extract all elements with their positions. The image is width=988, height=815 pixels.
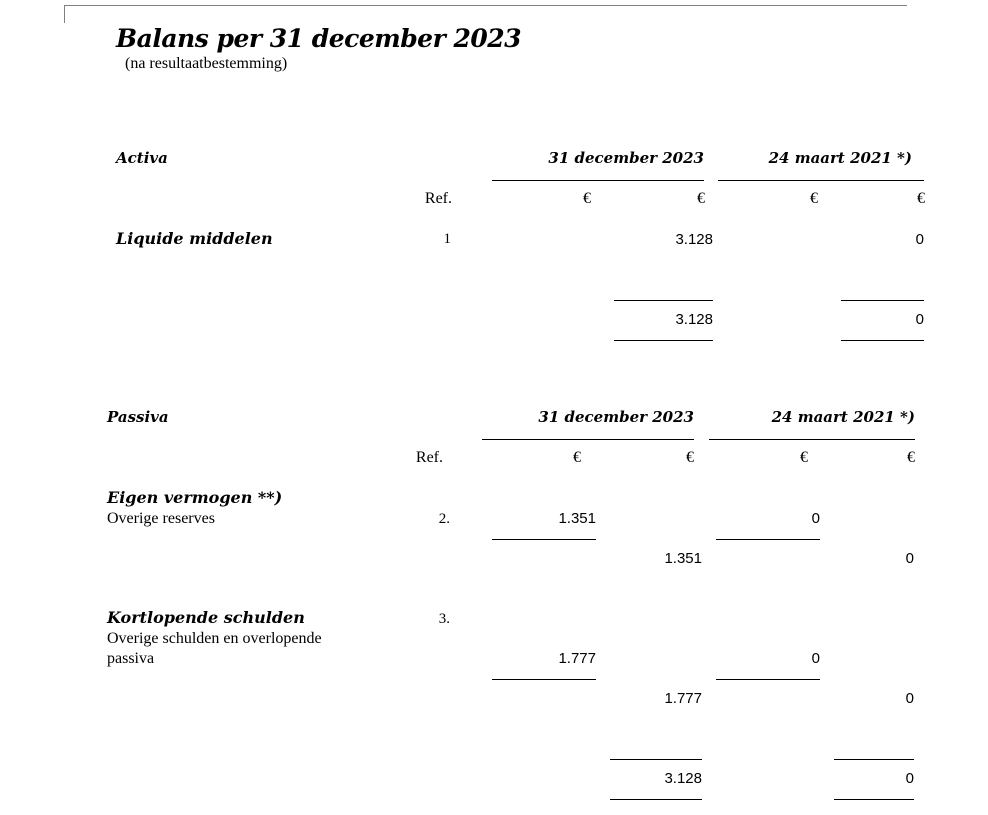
activa-ref-header: Ref.	[424, 190, 452, 207]
activa-total-rule-bottom-prior	[841, 340, 924, 341]
row-label-liquide-middelen: Liquide middelen	[116, 229, 273, 248]
detail-rule-prior	[716, 539, 820, 540]
activa-currency-col2: €	[697, 190, 705, 207]
activa-total-prior: 0	[915, 311, 924, 328]
activa-total-rule-bottom-current	[614, 340, 713, 341]
detail-rule-current	[492, 539, 596, 540]
passiva-total-rule-top-prior	[834, 759, 914, 760]
group-prior-total: 0	[905, 690, 914, 707]
item-prior-detail: 0	[811, 510, 820, 527]
passiva-period-prior: 24 maart 2021 *)	[771, 408, 915, 426]
detail-rule-current	[492, 679, 596, 680]
passiva-heading: Passiva	[107, 408, 169, 426]
row-current-total: 3.128	[675, 231, 713, 248]
passiva-currency-col1: €	[573, 449, 581, 466]
item-current-detail: 1.351	[558, 510, 596, 527]
activa-period-current: 31 december 2023	[548, 149, 704, 167]
activa-heading: Activa	[116, 149, 168, 167]
passiva-total-rule-bottom-prior	[834, 799, 914, 800]
passiva-period-prior-rule	[709, 439, 915, 440]
page-title: Balans per 31 december 2023	[116, 24, 522, 53]
activa-total-current: 3.128	[675, 311, 713, 328]
row-ref: 1	[443, 231, 451, 247]
activa-total-rule-top-prior	[841, 300, 924, 301]
page-border-top	[64, 5, 907, 6]
passiva-currency-col3: €	[800, 449, 808, 466]
item-label-line1: Overige schulden en overlopende	[107, 630, 322, 647]
item-prior-detail: 0	[811, 650, 820, 667]
passiva-total-rule-top-current	[610, 759, 702, 760]
group-ref: 3.	[438, 611, 450, 627]
page-subtitle: (na resultaatbestemming)	[125, 55, 288, 72]
activa-total-rule-top-current	[614, 300, 713, 301]
activa-period-prior: 24 maart 2021 *)	[768, 149, 912, 167]
passiva-total-prior: 0	[905, 770, 914, 787]
group-current-total: 1.351	[664, 550, 702, 567]
group-current-total: 1.777	[664, 690, 702, 707]
group-heading: Kortlopende schulden	[107, 608, 305, 627]
passiva-currency-col4: €	[907, 449, 915, 466]
passiva-total-rule-bottom-current	[610, 799, 702, 800]
page-border-left	[64, 5, 65, 23]
passiva-period-current: 31 december 2023	[538, 408, 694, 426]
passiva-currency-col2: €	[686, 449, 694, 466]
passiva-total-current: 3.128	[664, 770, 702, 787]
item-ref: 2.	[438, 511, 450, 527]
item-label-overige-reserves: Overige reserves	[107, 510, 215, 527]
item-label-line2: passiva	[107, 650, 155, 667]
group-prior-total: 0	[905, 550, 914, 567]
activa-currency-col1: €	[583, 190, 591, 207]
activa-currency-col3: €	[810, 190, 818, 207]
passiva-ref-header: Ref.	[415, 449, 443, 466]
activa-period-prior-rule	[718, 180, 924, 181]
group-heading: Eigen vermogen **)	[107, 488, 283, 507]
activa-currency-col4: €	[917, 190, 925, 207]
activa-period-current-rule	[492, 180, 704, 181]
passiva-period-current-rule	[482, 439, 694, 440]
detail-rule-prior	[716, 679, 820, 680]
item-current-detail: 1.777	[558, 650, 596, 667]
row-prior-total: 0	[915, 231, 924, 248]
